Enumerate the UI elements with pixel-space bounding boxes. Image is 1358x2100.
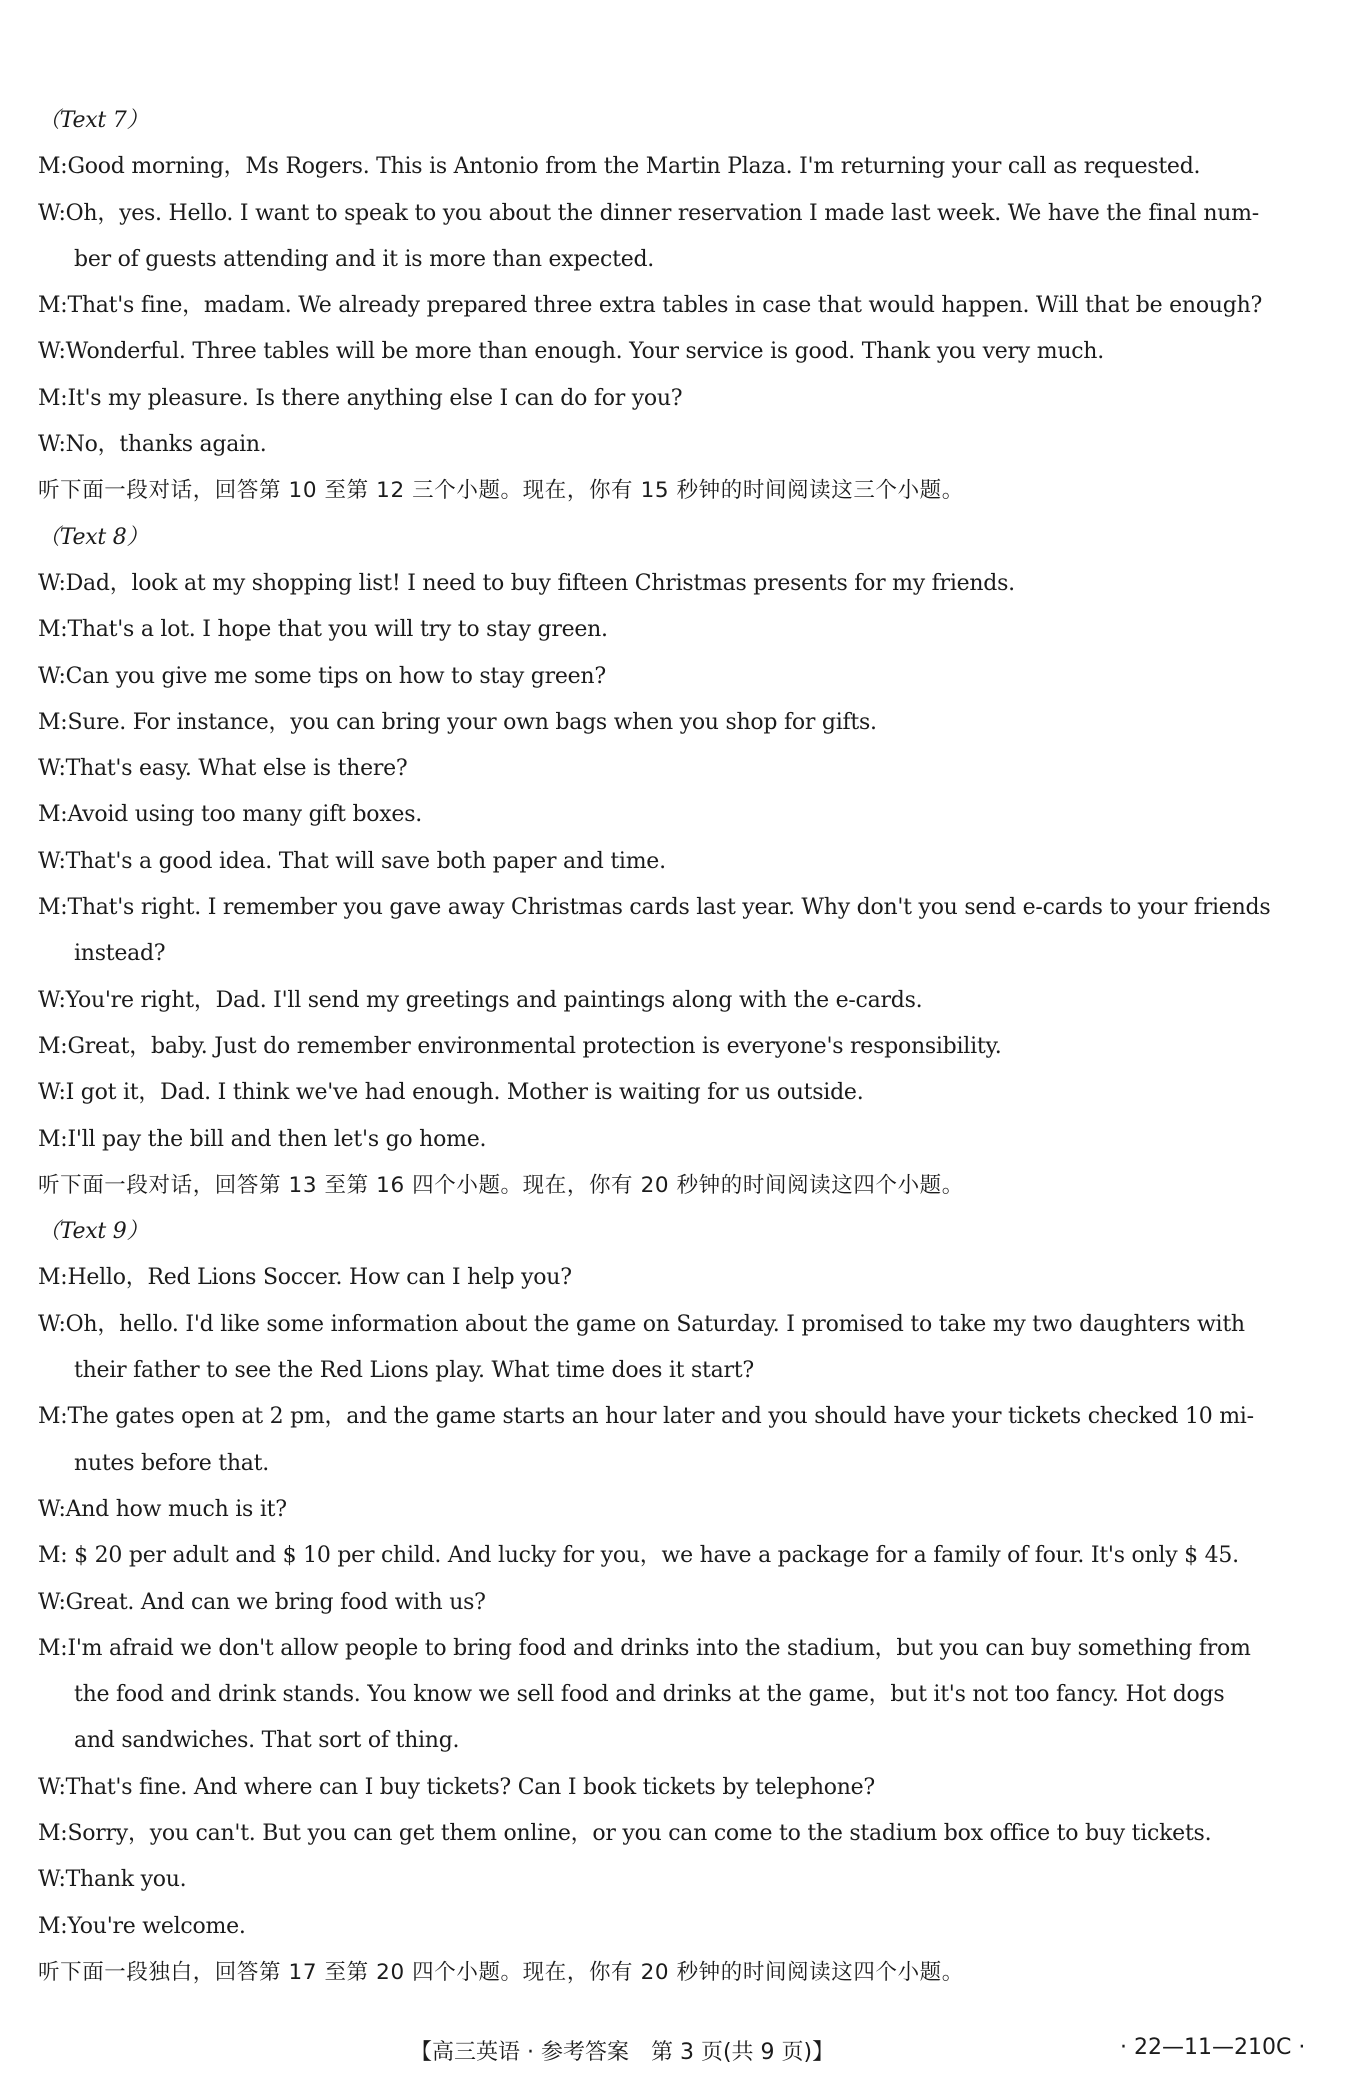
dialogue-line: W:Great. And can we bring food with us? <box>38 1589 486 1615</box>
dialogue-line: W:Dad，look at my shopping list! I need to buy fifteen Christmas presents for my friends. <box>38 570 1015 596</box>
dialogue-line: M:Good morning，Ms Rogers. This is Antonio from the Martin Plaza. I'm returning your call as requested. <box>38 154 1201 180</box>
transcript-body <box>38 98 1318 1996</box>
dialogue-line: W:Thank you. <box>38 1867 187 1893</box>
dialogue-line: M:That's fine，madam. We already prepared three extra tables in case that would happen. Will that be enough? <box>38 293 1263 319</box>
dialogue-line: W:Oh，hello. I'd like some information about the game on Saturday. I promised to take my two daughters with <box>38 1311 1245 1337</box>
dialogue-line: and sandwiches. That sort of thing. <box>74 1728 460 1754</box>
dialogue-line: nutes before that. <box>74 1450 269 1476</box>
dialogue-line: W:That's a good idea. That will save both paper and time. <box>38 848 666 874</box>
instruction-line: 听下面一段独白，回答第 17 至第 20 四个小题。现在，你有 20 秒钟的时间阅读这四个小题。 <box>38 1959 964 1985</box>
dialogue-line: W:And how much is it? <box>38 1496 287 1522</box>
dialogue-line: M:It's my pleasure. Is there anything else I can do for you? <box>38 385 683 411</box>
dialogue-line: ber of guests attending and it is more than expected. <box>74 246 655 272</box>
dialogue-line: M:You're welcome. <box>38 1913 246 1939</box>
dialogue-line: M:That's right. I remember you gave away Christmas cards last year. Why don't you send e-cards to your friends <box>38 895 1271 921</box>
dialogue-line: W:That's easy. What else is there? <box>38 756 408 782</box>
text-heading: （Text 7） <box>38 108 149 133</box>
dialogue-line: M:Great，baby. Just do remember environmental protection is everyone's responsibility. <box>38 1033 1002 1059</box>
page-footer <box>0 2035 1358 2075</box>
dialogue-line: W:That's fine. And where can I buy tickets? Can I book tickets by telephone? <box>38 1774 875 1800</box>
dialogue-line: the food and drink stands. You know we sell food and drinks at the game，but it's not too fancy. Hot dogs <box>74 1682 1225 1708</box>
text-heading: （Text 8） <box>38 524 149 550</box>
dialogue-line: W:You're right，Dad. I'll send my greetings and paintings along with the e-cards. <box>38 987 923 1013</box>
dialogue-line: their father to see the Red Lions play. What time does it start? <box>74 1358 754 1384</box>
footer-code: · 22—11—210C · <box>1120 2035 1306 2060</box>
instruction-line: 听下面一段对话，回答第 10 至第 12 三个小题。现在，你有 15 秒钟的时间阅读这三个小题。 <box>38 478 964 504</box>
dialogue-line: M:Hello，Red Lions Soccer. How can I help you? <box>38 1265 572 1291</box>
dialogue-line: M: $ 20 per adult and $ 10 per child. And lucky for you，we have a package for a family of four. It's only $ 45. <box>38 1543 1239 1569</box>
dialogue-line: M:That's a lot. I hope that you will try to stay green. <box>38 617 608 643</box>
dialogue-line: M:I'll pay the bill and then let's go home. <box>38 1126 487 1152</box>
dialogue-line: instead? <box>74 941 166 967</box>
text-heading: （Text 9） <box>38 1219 149 1245</box>
dialogue-line: W:I got it，Dad. I think we've had enough. Mother is waiting for us outside. <box>38 1080 864 1106</box>
dialogue-line: M:The gates open at 2 pm，and the game starts an hour later and you should have your tickets checked 10 mi- <box>38 1404 1254 1430</box>
dialogue-line: M:I'm afraid we don't allow people to bring food and drinks into the stadium，but you can buy something from <box>38 1635 1251 1661</box>
dialogue-line: M:Avoid using too many gift boxes. <box>38 802 422 828</box>
dialogue-line: W:Can you give me some tips on how to stay green? <box>38 663 606 689</box>
footer-page-info: 【高三英语 · 参考答案 第 3 页(共 9 页)】 <box>410 2040 835 2065</box>
dialogue-line: M:Sure. For instance，you can bring your own bags when you shop for gifts. <box>38 709 877 735</box>
dialogue-line: W:No，thanks again. <box>38 432 267 458</box>
dialogue-line: M:Sorry，you can't. But you can get them online，or you can come to the stadium box office to buy tickets. <box>38 1820 1212 1846</box>
instruction-line: 听下面一段对话，回答第 13 至第 16 四个小题。现在，你有 20 秒钟的时间阅读这四个小题。 <box>38 1172 964 1198</box>
dialogue-line: W:Oh，yes. Hello. I want to speak to you about the dinner reservation I made last week. We have the final num- <box>38 200 1259 226</box>
dialogue-line: W:Wonderful. Three tables will be more than enough. Your service is good. Thank you very much. <box>38 339 1104 365</box>
